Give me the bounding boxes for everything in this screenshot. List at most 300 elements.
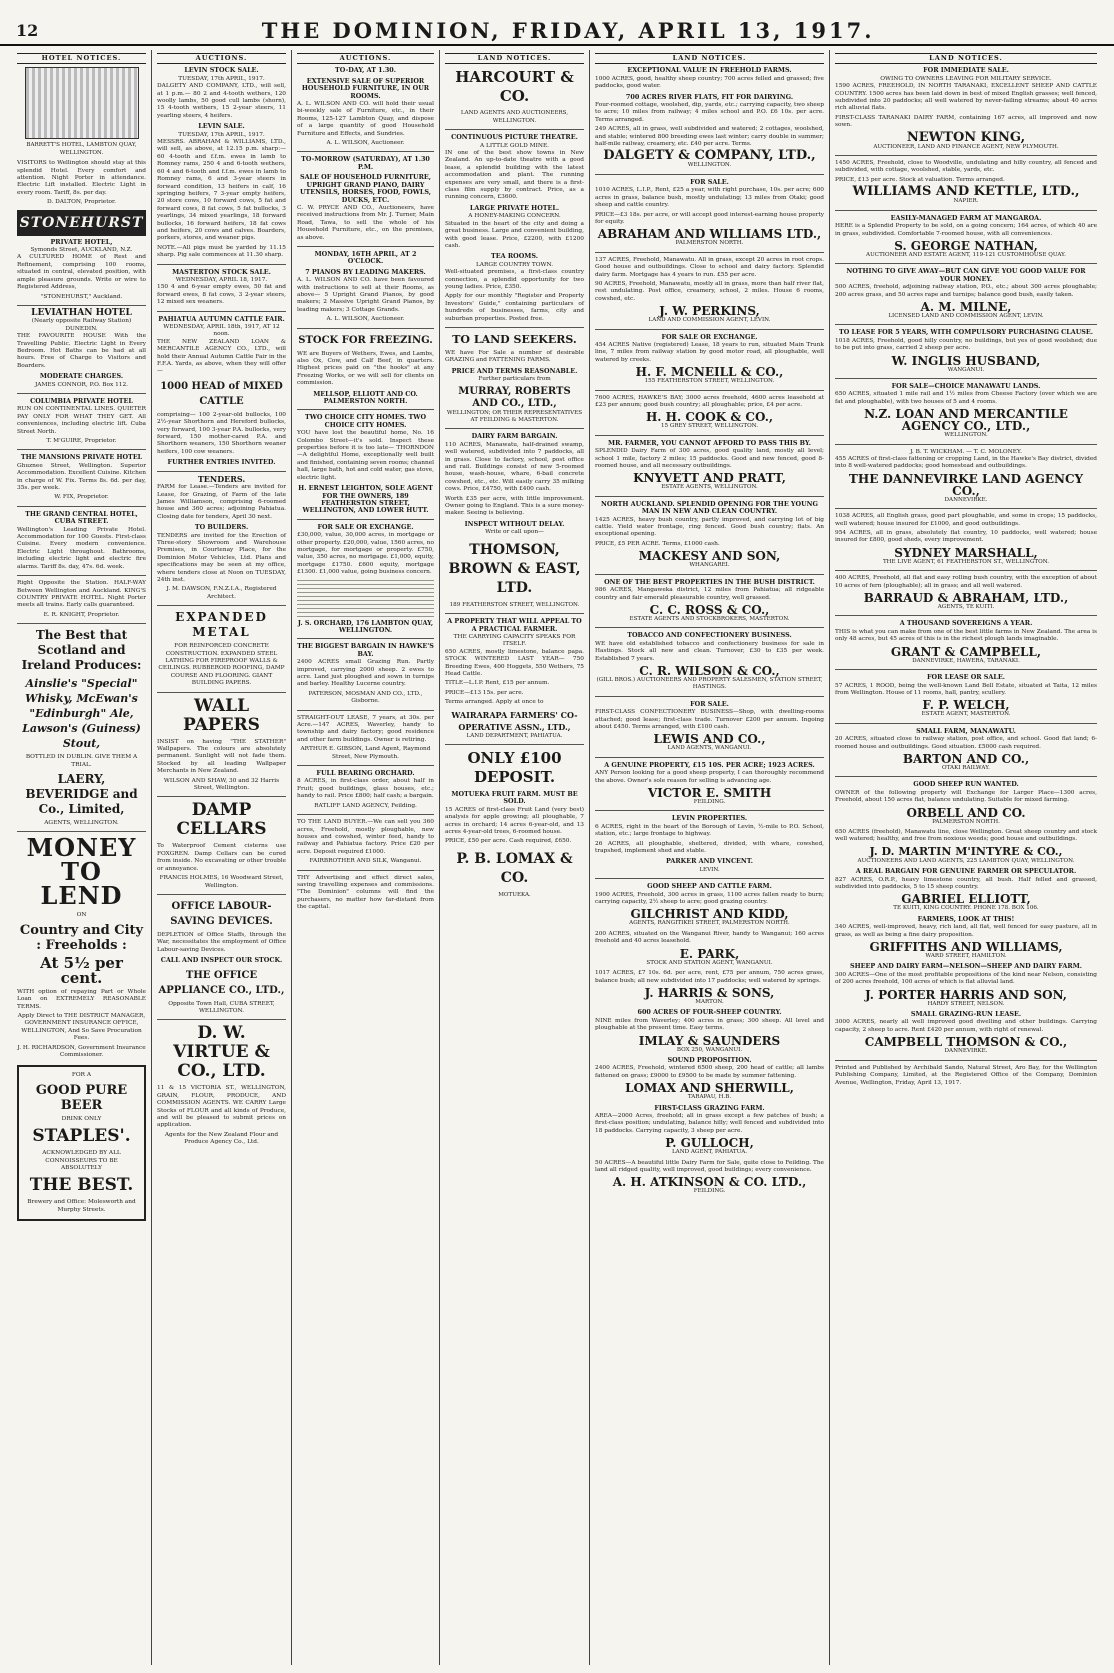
expanded-text: FOR REINFORCED CONCRETE CONSTRUCTION. EXPANDED STEEL LATHING FOR FIREPROOF WALLS & CEILINGS. RUBBEROID ROOFING, DAMP COURSE AND FLOORING. GIANT BUILDING PAPERS.	[158, 643, 285, 687]
agent-sub: WELLINGTON.	[687, 162, 732, 169]
auction-heading: FURTHER ENTRIES INVITED.	[167, 458, 276, 467]
orchard-signature: RATLIFF LAND AGENCY, Feilding.	[314, 802, 417, 809]
bargain-heading: THE BIGGEST BARGAIN IN HAWKE'S BAY.	[297, 642, 434, 658]
divider	[835, 444, 1097, 445]
agent-name: H. F. MCNEILL & CO.,	[635, 365, 784, 380]
listing-text: 57 ACRES, 1 ROOD, being the well-known Land Bell Estate, situated at Taita, 12 miles from Wellington. House of 11 rooms, hall, pantry, scullery.	[835, 682, 1097, 696]
agent-name: J. PORTER HARRIS AND SON,	[865, 987, 1067, 1002]
listing-heading: TO LEASE FOR 5 YEARS, WITH COMPULSORY PURCHASING CLAUSE.	[838, 328, 1094, 337]
listing-text: 1018 ACRES, Freehold, good hilly country, no buildings, but yes of good woolshed; due to be put into grass, carried 2 sheep per acre.	[835, 337, 1097, 352]
auction-text: DALGETY AND COMPANY, LTD., will sell, at 1 p.m.— 80 2 and 4-tooth wethers, 120 woolly lambs, 50 good cull lambs (shorn), 15 4-tooth wethers, 15 2-year steers, 11 yearling steers, 4 heifers.	[157, 83, 286, 119]
scotland-bottled: BOTTLED IN DUBLIN. GIVE THEM A TRIAL.	[25, 754, 138, 768]
agent-name: MURRAY, ROBERTS AND CO., LTD.,	[458, 385, 571, 409]
agent-sub: WELLINGTON.	[944, 432, 988, 439]
listing-heading: FOR SALE.	[690, 699, 729, 708]
hotel-signature: JAMES CONNOR, P.O. Box 112.	[34, 381, 129, 388]
listing-text: OWNER of the following property will Exchange for Larger Place—1300 acres, Freehold, about 150 acres flat, balance undulating. Suitable for mixed farming.	[835, 789, 1097, 804]
listing-sub: THE CARRYING CAPACITY SPEAKS FOR ITSELF.	[453, 633, 576, 648]
agent-name: C. C. ROSS & CO.,	[649, 602, 770, 617]
agent-sub: 189 FEATHERSTON STREET, WELLINGTON.	[449, 601, 580, 608]
listing-text: PRICE—£13 15s. per acre.	[445, 689, 524, 696]
column-land-notices-2	[590, 50, 830, 1665]
listing-heading: NORTH AUCKLAND. SPLENDID OPENING FOR THE YOUNG MAN IN NEW AND CLEAN COUNTRY.	[601, 499, 818, 516]
listing-text: 6 ACRES, right in the heart of the Borough of Levin, ½-mile to P.O. School, station, etc.; large frontage to highway.	[595, 823, 824, 838]
listing-text: Apply for our monthly "Register and Property Investors' Guide," containing particulars of hundreds of businesses, farms, city and suburban properties. Posted free.	[445, 293, 584, 322]
listing-text: 110 ACRES, Manawatu, half-drained swamp, well watered, subdivided into 7 paddocks, all in grass. Close to factory, school, post office and rail. Buildings consist of new 5-roomed house, wash-house, whare, 6-bail concrete cowshed, etc., etc. Will easily carry 35 milking cows. Price, £4750, with £400 cash.	[445, 441, 584, 493]
listing-text: NINE miles from Waverley; 400 acres in grass; 300 sheep. All level and ploughable at the present time. Easy terms.	[595, 1017, 824, 1032]
agent-name: THOMSON, BROWN & EAST, LTD.	[448, 541, 581, 596]
listing-text: PRICE, £5 PER ACRE. Terms, £1000 cash.	[595, 540, 720, 547]
listing-text: 455 ACRES of first-class fattening or cropping Land, in the Hawke's Bay district, divided into 8 well-watered paddocks; good homestead and outbuildings.	[835, 456, 1097, 470]
agent-name: P. GULLOCH,	[665, 1136, 754, 1151]
listing-heading: FARMERS, LOOK AT THIS!	[917, 914, 1015, 923]
divider	[157, 1019, 286, 1020]
stonehurst-logo: STONEHURST	[17, 210, 146, 236]
lease-signature: ARTHUR E. GIBSON, Land Agent, Raymond Street, New Plymouth.	[300, 746, 431, 760]
listing-text: Well-situated premises, a first-class country connection, a splendid opportunity for two young ladies. Price, £350.	[445, 269, 584, 290]
divider	[835, 615, 1097, 616]
listing-heading: MOTUEKA FRUIT FARM. MUST BE SOLD.	[451, 789, 578, 806]
agent-sub: WANGANUI.	[947, 366, 985, 373]
listing-text: FIRST-CLASS CONFECTIONERY BUSINESS—Shop, with dwelling-rooms attached; good lease; first-class trade. Turnover £200 per annum. Ingoing about £450. Terms arranged, with £100 cash.	[595, 709, 824, 730]
listing-heading: SMALL FARM, MANAWATU.	[916, 726, 1016, 735]
office-text: DEPLETION of Office Staffs, through the War, necessitates the employment of Office Labour-saving Devices.	[157, 931, 286, 953]
virtue-foot: Agents for the New Zealand Flour and Produce Agency Co., Ltd.	[164, 1131, 279, 1146]
agent-name: J. HARRIS & SONS,	[644, 985, 775, 1000]
agent-sub: ESTATE AGENTS AND STOCKBROKERS, MASTERTON.	[629, 615, 790, 622]
walls-text: INSIST on having "THE STATHER" Wallpapers. The colours are absolutely permanent. Sunlight will not fade them. Stocked by all leading Wallpaper Merchants in New Zealand.	[157, 738, 286, 775]
hotel-signature: T. M'GUIRE, Proprietor.	[46, 438, 117, 444]
office-address: Opposite Town Hall, CUBA STREET, WELLINGTON.	[168, 1000, 275, 1014]
advertise-text: THY Advertising and effect direct sales, saving travelling expenses and commissions. "The Dominion" columns will find the purchasers, no matter how far-distant from the capital.	[297, 874, 434, 911]
seekers-heading: TO LAND SEEKERS.	[452, 332, 577, 346]
divider	[595, 810, 824, 811]
divider	[297, 814, 434, 815]
tenders-signature: J. M. DAWSON, F.N.Z.I.A., Registered Architect.	[166, 586, 277, 600]
imprint: Printed and Published by Archibald Sando, Natural Street, Aro Bay, for the Wellington Publishing Company, Limited, at the Registered Office of the Company, Dominion Avenue, Wellington, Friday, April 13, 1917.	[835, 1064, 1097, 1086]
divider	[445, 428, 584, 429]
auction-heading: MASTERTON STOCK SALE.	[172, 267, 271, 276]
listing-heading: 600 ACRES OF FOUR-SHEEP COUNTRY.	[637, 1008, 782, 1017]
listing-text: 1450 ACRES, Freehold, close to Woodville, undulating and hilly country, all fenced and subdivided, with cottage, woolshed, stable, yards, etc.	[835, 160, 1097, 174]
auction-date: WEDNESDAY, APRIL 18th, 1917, AT 12 noon.	[163, 324, 280, 338]
listing-text: 2400 ACRES, Freehold, wintered 6500 sheep, 200 head of cattle; all lambs fattened on grass; £9000 to £9500 to be made by summer fattening.	[595, 1065, 824, 1079]
money-signature: J. H. RICHARDSON, Government Insurance Commissioner.	[17, 1044, 146, 1058]
divider	[297, 151, 434, 152]
listing-text: 137 ACRES, Freehold, Manawatu. All in grass, except 20 acres in root crops. Good house and outbuildings. Close to school and dairy factory. Splendid dairy farm. Mortgage has 4 years to run. £55 per acre.	[595, 256, 824, 278]
agent-sub: LEVIN.	[699, 866, 720, 873]
agent-sub: ESTATE AGENTS, WELLINGTON.	[661, 484, 758, 491]
divider	[297, 638, 434, 639]
agent-name: SYDNEY MARSHALL,	[894, 545, 1038, 560]
agent-name: A. H. ATKINSON & CO. LTD.,	[612, 1175, 807, 1190]
auction-date: TUESDAY, 17th APRIL, 1917.	[178, 75, 265, 82]
listing-heading: TEA ROOMS.	[491, 252, 538, 261]
divider	[835, 155, 1097, 156]
listing-heading: A GENUINE PROPERTY, £15 10S. PER ACRE; 1923 ACRES.	[604, 760, 815, 769]
listing-heading: TOBACCO AND CONFECTIONERY BUSINESS.	[627, 631, 792, 640]
listing-text: 1425 ACRES, heavy bush country, partly improved, and carrying lot of big cattle. Yield water frontage, ring fenced. Good bush country; flats. An exceptional opening.	[595, 516, 824, 538]
auction-text: MESSRS. ABRAHAM & WILLIAMS, LTD., will sell, as above, at 12.15 p.m. sharp:— 60 4-tooth and f.f.m. ewes in lamb to Romney rams, 250 4 and 6-tooth wethers, 60 4 and 6-tooth and f.f.m. ewes in lamb to Romney rams, 6 and 3-year steers in forward condition, 13 heifers in calf, 16 springing heifers, 7 3-year empty heifers, 20 store cows, 10 forward cows, 5 fat and forward cows, 8 fat cows, 5 fat bullocks, 3 yearlings, 34 mixed yearlings, 18 forward bullocks, 16 forward heifers, 18 fat cows and heifers, 20 cows and calves. Boarders, porkers, stores, and weaner pigs.	[157, 139, 286, 242]
listing-sub: J. B. T. WICKHAM. — T. C. MOLONEY.	[910, 448, 1022, 455]
agent-sub: TARAPAU, H.B.	[687, 1094, 732, 1101]
agent-name: C. R. WILSON & CO.,	[639, 663, 780, 678]
divider	[17, 506, 146, 507]
listing-text: 50 ACRES—A beautiful little Dairy Farm for Sale, quite close to Feilding. The land all ridged quality, well improved, good buildings; every convenience.	[595, 1159, 824, 1173]
listing-heading: LEVIN PROPERTIES.	[671, 814, 748, 823]
expanded-heading: EXPANDED METAL	[175, 610, 268, 640]
column-land-notices-3	[830, 50, 1102, 1665]
agent-name: IMLAY & SAUNDERS	[638, 1033, 781, 1048]
agent-name: HARCOURT & CO.	[455, 68, 574, 106]
agent-name: ABRAHAM AND WILLIAMS LTD.,	[597, 227, 822, 242]
hotel-heading: MODERATE CHARGES.	[39, 372, 124, 381]
listing-text: 650 ACRES (freehold), Manawatu line, close Wellington. Great sheep country and stock well watered; healthy, and free from noxious weeds; good house and outbuildings.	[835, 828, 1097, 843]
auction-signature: A. L. WILSON, Auctioneer.	[326, 140, 405, 147]
lease-text: STRAIGHT-OUT LEASE, 7 years, at 30s. per Acre.—147 ACRES, Waverley, handy to township and dairy factory; good residence and other farm buildings. Owner is retiring.	[297, 714, 434, 743]
listing-text: 15 ACRES of first-class Fruit Land (very best) analysis for apple growing; all ploughable, 7 acres in orchard; 14 acres 6-year-old, and 13 acres 4-year-old trees, 6-roomed house.	[445, 806, 584, 835]
column-auctions	[152, 50, 292, 1665]
listing-heading: FOR SALE.	[690, 177, 729, 186]
listing-text: THIS is what you can make from one of the best little farms in New Zealand. The area is only 48 acres, but 45 acres of this is in the richest plough lands imaginable.	[835, 628, 1097, 643]
auction-signature: A. L. WILSON, Auctioneer.	[326, 316, 405, 323]
money-country: Country and City : Freeholds :	[19, 922, 144, 953]
agent-sub: LAND AGENTS, WANGANUI.	[667, 745, 752, 752]
money-rate: At 5½ per cent.	[40, 953, 123, 987]
agent-sub: AGENTS, TE KUITI.	[937, 604, 995, 611]
agent-name: J. D. MARTIN M'INTYRE & CO.,	[869, 844, 1063, 858]
staples-best: THE BEST.	[29, 1175, 134, 1196]
divider	[595, 435, 824, 436]
agent-name: BARTON AND CO.,	[902, 751, 1030, 766]
divider	[297, 409, 434, 410]
hotel-heading: PRIVATE HOTEL,	[50, 237, 113, 246]
agent-name: VICTOR E. SMITH	[647, 786, 772, 800]
divider	[595, 627, 824, 628]
agent-sub: LAND AGENTS AND AUCTIONEERS, WELLINGTON.	[460, 110, 569, 124]
hotel-text: VISITORS to Wellington should stay at this splendid Hotel. Every comfort and attention. Night Porter in attendance. Electric Lift installed. Electric Light in every room. Tariff, 8s. per day.	[17, 160, 146, 196]
laery-name: LAERY, BEVERIDGE and Co., Limited,	[25, 771, 138, 816]
orchard-text: 8 ACRES, in first-class order, about half in Fruit; good buildings, glass houses, etc.; handy to rail. Price £800; half cash; a bargain.	[297, 778, 434, 800]
homes-text: YOU have lost the beautiful home, No. 16 Colombo Street—it's sold. Inspect these properties before it is too late— THORNDON—A delightful Home, exceptionally well built and finished, containing seven rooms; channel hall, large bath, hot and cold water, gas stove, electric light.	[297, 430, 434, 481]
virtue-text: 11 & 15 VICTORIA ST., WELLINGTON, GRAIN, FLOUR, PRODUCE, AND COMMISSION AGENTS. WE CARRY Large Stocks of FLOUR and all kinds of Produce, and will be pleased to submit prices on application.	[157, 1085, 286, 1129]
listing-heading: CONTINUOUS PICTURE THEATRE.	[451, 133, 578, 142]
column-heading: AUCTIONS.	[297, 53, 434, 64]
divider	[595, 574, 824, 575]
divider	[835, 1060, 1097, 1061]
listing-heading: GOOD SHEEP RUN WANTED.	[913, 780, 1019, 789]
divider	[595, 390, 824, 391]
listing-text: 986 ACRES, Mangaweka district, 12 miles from Pahiatua; all ridgeable country and fair emerald pleasurable country, well grassed.	[595, 587, 824, 601]
auction-heading: TO-MORROW (SATURDAY), AT 1.30 P.M.	[301, 155, 430, 171]
staples-drink: DRINK ONLY	[61, 1115, 102, 1122]
divider	[297, 870, 434, 871]
agent-name: KNYVETT AND PRATT,	[633, 471, 786, 486]
hotel-text: A CULTURED HOME of Rest and Refinement, comprising 100 rooms, situated in central, elevated position, with ample pleasure grounds. Write or wire to Registered Address,	[17, 254, 146, 291]
divider	[445, 129, 584, 130]
staples-brewery: Brewery and Office: Molesworth and Murphy Streets.	[27, 1199, 136, 1213]
damp-text: To Waterproof Cement cisterns use FOXGREN. Damp Cellars can be cured from inside. No excavating or other trouble or annoyance.	[157, 843, 286, 872]
agent-sub: LAND AND COMMISSION AGENT, LEVIN.	[648, 317, 771, 324]
agent-sub: LAND AGENT, PAHIATUA.	[671, 1149, 748, 1156]
listing-heading: FIRST-CLASS GRAZING FARM.	[654, 1103, 765, 1112]
hotel-signature: "STONEHURST," Auckland.	[40, 293, 123, 300]
listing-sub: Write or call upon—	[485, 529, 544, 536]
divider	[835, 324, 1097, 325]
auction-text: C. W. PRYCE AND CO., Auctioneers, have received instructions from Mr. J. Turner, Main Road, Tawa, to sell the whole of his Household Furniture, etc., on the premises, as above.	[297, 204, 434, 241]
auction-heading: LEVIN SALE.	[198, 122, 245, 131]
listing-heading: FOR SALE—CHOICE MANAWATU LANDS.	[891, 381, 1041, 390]
homes-heading: TWO CHOICE CITY HOMES. TWO CHOICE CITY HOMES.	[304, 413, 427, 429]
listing-sub: A LITTLE GOLD MINE.	[479, 142, 550, 149]
office-company: THE OFFICE APPLIANCE CO., LTD.,	[158, 969, 285, 996]
divider	[157, 605, 286, 606]
agent-name: BARRAUD & ABRAHAM, LTD.,	[863, 591, 1069, 606]
auction-heading: LEVIN STOCK SALE.	[184, 66, 259, 75]
agent-name: GRIFFITHS AND WILLIAMS,	[869, 940, 1063, 955]
staples-name: STAPLES'.	[32, 1126, 131, 1147]
listing-text: 249 ACRES, all in grass, well subdivided and watered; 2 cottages, woolshed, and stable; wintered 800 breeding ewes last winter; carry double in summer; half-mile railway, creamery, etc. £40 per acre. Terms.	[595, 126, 824, 148]
agent-sub: NAPIER.	[953, 198, 979, 205]
listing-heading: FOR IMMEDIATE SALE.	[923, 66, 1009, 75]
listing-heading: NOTHING TO GIVE AWAY—BUT CAN GIVE YOU GOOD VALUE FOR YOUR MONEY.	[846, 267, 1086, 283]
agent-sub: LAND DEPARTMENT, PAHIATUA.	[466, 732, 563, 739]
agent-sub: 155 FEATHERSTON STREET, WELLINGTON.	[644, 378, 775, 385]
listing-text: SPLENDID Dairy Farm of 300 acres, good quality land, mostly all level; school 1 mile, factory 2 miles; 15 paddocks. Good and new fenced, good 8-roomed house, and all necessary outbuildings.	[595, 448, 824, 470]
divider	[157, 311, 286, 312]
agent-sub: AUCTIONEER, LAND AND FINANCE AGENT, NEW PLYMOUTH.	[873, 143, 1059, 150]
agent-name: WAIRARAPA FARMERS' CO-OPERATIVE ASSN., LTD.,	[451, 709, 578, 732]
agent-sub: WELLINGTON; OR THEIR REPRESENTATIVES AT FEILDING & MASTERTON.	[446, 409, 583, 423]
virtue-heading: D. W. VIRTUE & CO., LTD.	[173, 1023, 270, 1082]
divider	[445, 327, 584, 328]
buyer-text: TO THE LAND BUYER.—We can sell you 360 acres, Freehold, mostly ploughable, new houses and cowshed, winter feed, handy to railway and Pahiatua factory. Price £20 per acre. Deposit required £1000.	[297, 819, 434, 855]
agent-sub: WARD STREET, HAMILTON.	[925, 953, 1007, 960]
agent-sub: PALMERSTON NORTH.	[932, 818, 1000, 825]
auction-text: 150 4 and 6-year empty ewes, 50 fat and forward ewes, 8 fat cows, 3 2-year steers, 12 mixed sex weaners.	[157, 284, 286, 306]
hotel-text: Ghuznee Street, Wellington. Superior Accommodation. Excellent Cuisine. Kitchen in charge of W. Fix. Terms 8s. 6d. per day, 35s. per week.	[17, 462, 146, 492]
listing-text: 340 ACRES, well-improved, heavy, rich land, all flat, well fenced for easy pasture, all in grass, as well as being a fine dairy proposition.	[835, 924, 1097, 938]
agent-sub: AUCTIONEERS AND LAND AGENTS, 225 LAMBTON QUAY, WELLINGTON.	[857, 857, 1075, 864]
hotel-illustration	[25, 67, 139, 139]
divider	[835, 669, 1097, 670]
seekers-text: WE have For Sale a number of desirable GRAZING and FATTENING FARMS.	[445, 349, 584, 364]
divider	[157, 471, 286, 472]
listing-heading: DAIRY FARM BARGAIN.	[471, 432, 558, 441]
agent-sub: HARDY STREET, NELSON.	[927, 1000, 1005, 1007]
seekers-further: Further particulars from	[478, 376, 551, 383]
listing-text: Worth £35 per acre, with little improvement. Owner going to England. This is a sure money-maker. Seeing is believing.	[445, 495, 584, 517]
agent-sub: THE LIVE AGENT, 61 FEATHERSTON ST., WELLINGTON.	[882, 558, 1050, 565]
staples-good: GOOD PURE BEER	[35, 1082, 128, 1113]
agent-sub: WHANGAREI.	[689, 562, 730, 569]
agent-sub: (GILL BROS.) AUCTIONEERS AND PROPERTY SALESMEN, STATION STREET, HASTINGS.	[596, 676, 823, 691]
agent-sub: FEILDING.	[693, 1188, 726, 1195]
divider	[17, 305, 146, 306]
auction-heading: EXTENSIVE SALE OF SUPERIOR HOUSEHOLD FURNITURE, IN OUR ROOMS.	[301, 76, 430, 100]
listing-text: 90 ACRES, Freehold, Manawatu, mostly all in grass, more than half river flat, rest undulating. Post office, creamery, school, 2 miles. House 6 rooms, cowshed, etc.	[595, 280, 824, 302]
divider	[17, 575, 146, 576]
deposit-heading: ONLY £100 DEPOSIT.	[467, 748, 562, 786]
auction-text: A. L. WILSON AND CO. have been favoured with instructions to sell at their Rooms, as above— 5 Upright Grand Pianos, by good makers; 2 Massive Upright Grand Pianos, by leading makers; 3 Cottage Grands.	[297, 277, 434, 313]
agent-name: GRANT & CAMPBELL,	[890, 644, 1042, 659]
auction-heading: MONDAY, 16TH APRIL, AT 2 O'CLOCK.	[314, 249, 417, 266]
listing-heading: GOOD SHEEP AND CATTLE FARM.	[647, 882, 772, 891]
agent-name: LOMAX AND SHERWILL,	[625, 1081, 794, 1096]
divider	[17, 623, 146, 624]
freezing-text: WE are Buyers of Wethers, Ewes, and Lambs, also Ox, Cow, and Calf Beef, in quarters. Highest prices paid on "the hooks" at any Freezing Works, or we will sell for clients on commission.	[297, 350, 434, 387]
hotel-heading: LEVIATHAN HOTEL	[31, 307, 132, 318]
agent-name: E. PARK,	[679, 946, 740, 961]
column-heading: LAND NOTICES.	[445, 53, 584, 64]
listing-text: Terms arranged. Apply at once to	[445, 699, 544, 706]
divider	[595, 329, 824, 330]
listing-heading: 700 ACRES RIVER FLATS, FIT FOR DAIRYING.	[625, 92, 794, 101]
divider	[17, 831, 146, 832]
agent-name: WILLIAMS AND KETTLE, LTD.,	[852, 184, 1080, 200]
office-call: CALL AND INSPECT OUR STOCK.	[160, 956, 283, 965]
agent-sub: AUCTIONEER AND ESTATE AGENT, 119-121 CUSTOMHOUSE QUAY.	[866, 251, 1066, 258]
auction-text: A. L. WILSON AND CO. will hold their usual bi-weekly sale of Furniture, etc., in their Rooms, 125-127 Lambton Quay, and dispose of a large quantity of good Household Furniture and Effects, and Sundries.	[297, 101, 434, 137]
agent-name: A. M. MILNE,	[920, 299, 1012, 314]
tenders-heading: TO BUILDERS.	[194, 523, 249, 532]
auction-date: WEDNESDAY, APRIL 18, 1917.	[175, 276, 268, 283]
agent-name: N.Z. LOAN AND MERCANTILE AGENCY CO., LTD.,	[864, 407, 1068, 434]
agent-sub: DANNEVIRKE.	[944, 1048, 988, 1055]
hotel-sub: (Nearly opposite Railway Station) DUNEDIN.	[31, 318, 132, 332]
homes-signature: H. ERNEST LEIGHTON, SOLE AGENT FOR THE OWNERS, 189 FEATHERSTON STREET, WELLINGTON, AND LOWER HUTT.	[298, 484, 433, 515]
agent-sub: FEILDING.	[693, 799, 726, 805]
buyer-signature: FAIRBROTHER AND SILK, Wanganui.	[309, 858, 422, 865]
listing-text: 3000 ACRES, nearly all well improved good dwelling and other buildings. Carrying capacity, 2 sheep to acre. Rent £420 per annum, with right of renewal.	[835, 1019, 1097, 1033]
listing-text: 400 ACRES, Freehold, all flat and easy rolling bush country, with the exception of about 10 acres of fern (ploughable); all in grass; and all well watered.	[835, 575, 1097, 589]
auction-text: comprising— 100 2-year-old bullocks, 100 2½-year Shorthorn and Hereford bullocks, very forward, 100 3-year P.A. bullocks, very forward, 150 mother-cared P.A. and Shorthorn weaners, 150 Shorthorn weaner heifers, 100 cow weaners.	[157, 411, 286, 455]
agent-sub: DANNEVIRKE, HAWERA, TARANAKI.	[912, 657, 1020, 664]
freezing-signature: MELLSOP, ELLIOTT AND CO. PALMERSTON NORTH.	[313, 389, 418, 406]
exchange-heading: FOR SALE OR EXCHANGE.	[317, 522, 414, 531]
divider	[835, 210, 1097, 211]
money-apply: Apply Direct to THE DISTRICT MANAGER, GOVERNMENT INSURANCE OFFICE, WELLINGTON, And So Save Procuration Fees.	[17, 1012, 146, 1042]
hotel-heading: COLUMBIA PRIVATE HOTEL	[30, 396, 133, 405]
column-land-notices-1	[440, 50, 590, 1665]
listing-text: 650 ACRES, situated 1 mile rail and 1½ miles from Cheese Factory (over which we are fat and ploughable), with two houses of 5 and 4 rooms.	[835, 391, 1097, 405]
damp-signature: FRANCIS HOLMES, 16 Woodward Street, Wellington.	[159, 875, 284, 889]
hotel-text: Right Opposite the Station. HALF-WAY Between Wellington and Auckland. KING'S COUNTRY PRIVATE HOTEL. Night Porter meets all trains. Early calls guaranteed.	[17, 580, 146, 609]
listing-heading: EASILY-MANAGED FARM AT MANGAROA.	[890, 213, 1042, 222]
listing-text: IN one of the best show towns in New Zealand. An up-to-date theatre with a good lease, a splendid building with the latest accommodation and plant. The running expenses are very small, and there is a first-class film supply by contract. Price, as a running concern, £3600.	[445, 150, 584, 201]
divider	[835, 263, 1097, 264]
divider	[595, 757, 824, 758]
agent-name: F. P. WELCH,	[922, 698, 1010, 713]
divider	[297, 519, 434, 520]
auction-note: NOTE.—All pigs must be yarded by 11.15 sharp. Pig sale commences at 11.30 sharp.	[157, 244, 286, 259]
listing-text: Situated in the heart of the city and doing a great business. Large and convenient building, with good lease. Price, £2200, with £1200 cash.	[445, 220, 584, 249]
divider	[835, 570, 1097, 571]
freezing-heading: STOCK FOR FREEZING.	[298, 334, 433, 346]
listing-sub: LARGE COUNTRY TOWN.	[475, 261, 554, 268]
agent-name: NEWTON KING,	[906, 129, 1026, 145]
hotel-text: Wellington's Leading Private Hotel. Accommodation for 100 Guests. First-class Cuisine. Every modern convenience. Electric Light throughout. Bathrooms, including electric light and electric fire alarms. Tariff 8s. day, 47s. 6d. week.	[17, 526, 146, 570]
listing-text: 26 ACRES, all ploughable, sheltered, divided, with whare, cowshed, trapshed, implement shed and stable.	[595, 840, 824, 855]
money-on: ON	[76, 912, 87, 919]
divider	[445, 744, 584, 745]
listing-heading: SMALL GRAZING-RUN LEASE.	[910, 1010, 1022, 1019]
agent-name: LEWIS AND CO.,	[653, 732, 766, 747]
listing-text: 7600 ACRES, HAWKE'S BAY; 3000 acres freehold, 4600 acres leasehold at £23 per annum; good bush country; all ploughable; price, £4 per acre.	[595, 394, 824, 408]
divider	[595, 496, 824, 497]
hotel-signature: W. FIX, Proprietor.	[54, 494, 109, 501]
agent-sub: 15 GREY STREET, WELLINGTON.	[660, 423, 758, 430]
divider	[445, 613, 584, 614]
orchard-heading: FULL BEARING ORCHARD.	[316, 769, 415, 778]
agent-name: W. INGLIS HUSBAND,	[891, 353, 1041, 368]
auction-heading: TO-DAY, AT 1.30.	[335, 66, 396, 75]
divider	[595, 252, 824, 253]
exchange-text: £30,000, value, 30,000 acres, in mortgage or other property. £20,000, value, 1560 acres, no mortgage, for mortgage or property. £750, value, 350 acres, no mortgage. £1,000, equity, mortgage £1750. £600 equity, mortgage £1300. £1,000 value, going business concern.	[297, 532, 434, 576]
column-heading: LAND NOTICES.	[595, 53, 824, 64]
walls-heading: WALL PAPERS	[183, 695, 260, 735]
damp-heading: DAMP CELLARS	[176, 800, 267, 840]
listing-text: 1017 ACRES, £7 10s. 6d. per acre, rent, £75 per annum, 750 acres grass, balance bush; all new subdivided into 17 paddocks; well watered by springs.	[595, 970, 824, 984]
agent-name: PARKER AND VINCENT.	[666, 857, 753, 866]
hotel-text: RUN ON CONTINENTAL LINES. QUIETER PAY ONLY FOR WHAT THEY GET. All conveniences, including electric lift. Cuba Street North.	[17, 406, 146, 435]
agent-name: CAMPBELL THOMSON & CO.,	[864, 1035, 1068, 1050]
listing-text: WE have old established tobacco and confectionery business for sale in Hastings. Stock all new and clean. Turnover, £30 to £35 per week. Established 7 years.	[595, 640, 824, 662]
listing-heading: MR. FARMER, YOU CANNOT AFFORD TO PASS THIS BY.	[608, 438, 811, 447]
agent-sub: ESTATE AGENT, MASTERTON.	[921, 711, 1011, 718]
listing-text: 500 ACRES, freehold, adjoining railway station, P.O., etc.; about 300 acres ploughable; 200 acres grass, and 50 acres rape and turnips; balance good bush, easily taken.	[835, 284, 1097, 298]
agent-name: DALGETY & COMPANY, LTD.,	[603, 148, 816, 164]
listing-text: 954 ACRES, all in grass, absolutely flat country, 10 paddocks, well watered; house insured for £800, good sheds, every improvement.	[835, 530, 1097, 544]
listing-heading: ONE OF THE BEST PROPERTIES IN THE BUSH DISTRICT.	[604, 577, 815, 586]
listing-text: 1010 ACRES, L.I.P., Rent, £25 a year, with right purchase, 10s. per acre; 600 acres in grass, balance bush, mostly undulating; 13 miles from Otaki; good sheep and cattle country.	[595, 187, 824, 209]
tenders-text: FARM for Lease.—Tenders are invited for Lease, for Grazing, of Farm of the late James Williamson, comprising 6-roomed house and 360 acres; adjoining Pahiatua. Closing date for tenders, April 30 next.	[157, 484, 286, 520]
listing-text: 1900 ACRES, Freehold, 300 acres in grass, 1100 acres fallen ready to burn; carrying capacity, 2½ sheep to acre; good grazing country.	[595, 891, 824, 906]
divider	[157, 894, 286, 895]
scotland-heading: The Best that Scotland and Ireland Produces:	[21, 628, 142, 673]
agent-name: S. GEORGE NATHAN,	[894, 238, 1038, 253]
listing-text: TITLE—L.I.P. Rent, £15 per annum.	[445, 680, 550, 687]
divider	[835, 378, 1097, 379]
agent-name: ORBELL AND CO.	[906, 805, 1026, 820]
divider	[835, 776, 1097, 777]
listing-text: 200 ACRES, situated on the Wanganui River, handy to Wanganui; 160 acres freehold and 40 acres leasehold.	[595, 930, 824, 945]
agent-name: P. B. LOMAX & CO.	[456, 850, 573, 886]
listing-heading: LARGE PRIVATE HOTEL.	[469, 203, 560, 212]
divider	[297, 328, 434, 329]
listing-text: PRICE—£3 18s. per acre, or will accept good interest-earning house property for equity.	[595, 211, 824, 225]
listing-heading: A REAL BARGAIN FOR GENUINE FARMER OR SPECULATOR.	[855, 867, 1077, 876]
listing-text: 454 ACRES Native (registered) Lease, 18 years to run, situated Main Trunk line, 7 miles from railway station by good motor road, all ploughable, well watered by creeks.	[595, 341, 824, 363]
laery-agents: AGENTS, WELLINGTON.	[44, 819, 119, 826]
office-heading: OFFICE LABOUR-SAVING DEVICES.	[170, 900, 273, 927]
column-auctions-2	[292, 50, 440, 1665]
listing-text: PRICE, £13 per acre. Stock at valuation. Terms arranged.	[835, 176, 1005, 183]
agent-name: GABRIEL ELLIOTT,	[901, 892, 1031, 907]
divider	[17, 449, 146, 450]
scotland-list: Ainslie's "Special" Whisky, McEwan's "Edinburgh" Ale, Lawson's (Guiness) Stout,	[22, 677, 141, 751]
tenders-heading: TENDERS.	[197, 473, 246, 484]
auction-heading: SALE OF HOUSEHOLD FURNITURE, UPRIGHT GRAND PIANO, DAIRY UTENSILS, HORSES, FOOD, FOWLS, DUCKS, ETC.	[299, 173, 432, 204]
listing-sub: OWING TO OWNERS LEAVING FOR MILITARY SERVICE.	[880, 75, 1052, 82]
listing-heading: SOUND PROPOSITION.	[667, 1055, 752, 1064]
listing-text: 300 ACRES—One of the most profitable propositions of the kind near Nelson, consisting of 200 acres freehold, 100 acres of which is flat alluvial land.	[835, 971, 1097, 986]
listing-heading: A PROPERTY THAT WILL APPEAL TO A PRACTICAL FARMER.	[447, 617, 582, 633]
listing-text: ANY Person looking for a good sheep property, I can thoroughly recommend the above. Owner's sole reason for selling is advancing age.	[595, 770, 824, 784]
divider	[297, 246, 434, 247]
agent-sub: TE KUITI, KING COUNTRY. PHONE 178. BOX 106.	[893, 905, 1039, 912]
listing-text: PRICE, £50 per acre. Cash required, £650.	[445, 838, 572, 845]
